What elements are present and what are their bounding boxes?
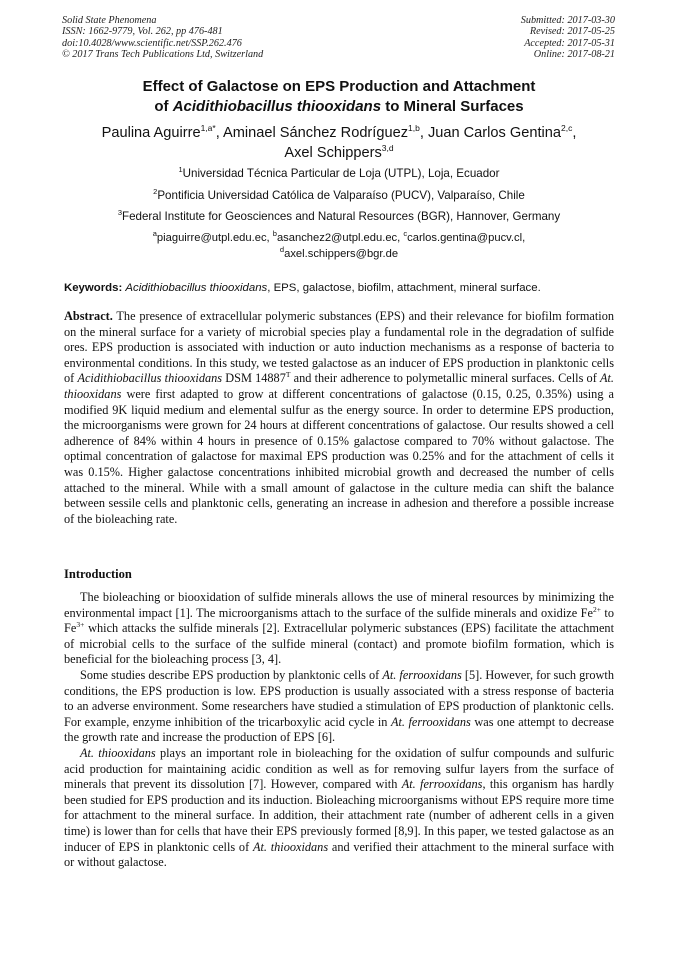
author-separator: , — [215, 125, 224, 141]
paragraph-text: [5]. However, for such growth conditions, the EPS production is low. EPS production is usually associated with a stress response of bacteria to an adverse environment. Some researchers have studied a stimulation of EPS production of planktonic cells. For example, enzyme inhibition of the tricarboxylic acid cycle in — [64, 667, 614, 729]
paragraph-text: , this organism has hardly been studied for EPS production and its induction. Bioleaching microorganisms without EPS require more time for attachment to the mineral surface. In addition, their attachment rate (number of adherent cells in a given time) is lower than for cells that have their EPS previously formed [8,9]. In this paper, we tested galactose as an inducer of EPS in planktonic cells of — [64, 777, 614, 854]
organism-name: At. ferrooxidans — [390, 714, 471, 729]
journal-name: Solid State Phenomena — [62, 15, 157, 26]
author-affiliation-mark: 1,b — [408, 123, 420, 133]
author-name: Axel Schippers — [284, 145, 382, 161]
keyword-organism: Acidithiobacillus thiooxidans — [125, 282, 268, 294]
date-revised: Revised: 2017-05-25 — [529, 26, 615, 38]
abstract-text: and their adherence to polymetallic mineral surfaces. Cells of — [290, 371, 600, 386]
abstract — [64, 309, 614, 527]
affiliation-mark: 1 — [178, 165, 183, 174]
title-line-2 — [40, 97, 638, 117]
organism-name: Acidithiobacillus thiooxidans — [77, 371, 223, 386]
email-line-2 — [30, 246, 648, 262]
author-affiliation-mark: 3,d — [381, 143, 394, 153]
abstract-text: The presence of extracellular polymeric substances (EPS) and their relevance for biofilm formation on the mineral surface for a variety of microbial species play a fundamental role in the degradation of sulfide ores. EPS production is associated with induction or auto induction mechanisms as a response of bacteria to environmental conditions. In this study, we tested galactose as an inducer of EPS production in planktonic cells of — [64, 309, 614, 386]
organism-name: At. thiooxidans — [80, 745, 156, 760]
affiliation-mark: 3 — [117, 208, 122, 217]
ion-charge: 3+ — [76, 620, 85, 630]
email-mark: d — [279, 245, 285, 254]
abstract-text: were first adapted to grow at different concentrations of galactose (0.15, 0.25, 0.35%) using a modified 9K liquid medium and elemental sulfur as the energy source. In order to determine EPS production, the microorganisms were grown for 24 hours at different concentrations of galactose. Our results showed a cell adherence of 84% within 4 hours in presence of 0.15% galactose compared to 70% without galactose. The optimal concentration of galactose for maximal EPS production was 0.25% and for the attachment of cells it was 0.15%. Higher galactose concentrations inhibited microbial growth and decreased the number of cells attached to the mineral. While with a small amount of galactose in the culture media can shift the balance between sessile cells and planktonic cells, generating an increase in adhesion and therefore a possible increase of the bioleaching rate. — [64, 386, 614, 526]
author-name: Juan Carlos Gentina — [427, 125, 561, 141]
author-separator: , — [419, 125, 428, 141]
author-list — [40, 123, 638, 163]
author-affiliation-mark: 2,c — [560, 123, 573, 133]
affiliation-text: Universidad Técnica Particular de Loja (UTPL), Loja, Ecuador — [182, 167, 500, 180]
journal-info — [62, 15, 263, 61]
submission-dates — [521, 15, 615, 61]
ion-charge: 2+ — [592, 604, 601, 614]
paragraph-text: to Fe — [64, 605, 614, 636]
author-name: Aminael Sánchez Rodríguez — [223, 125, 408, 141]
paragraph-text: plays an important role in bioleaching for the oxidation of sulfur compounds and sulfuric acid production for maintaining acidic condition as well as for removing sulfur layers from the surface of minerals that prevent its dissolution [7]. However, compared with — [64, 745, 614, 792]
keyword-list: , EPS, galactose, biofilm, attachment, mineral surface. — [267, 282, 541, 294]
affiliation-text: Pontificia Universidad Católica de Valparaíso (PUCV), Valparaíso, Chile — [157, 189, 525, 202]
email-link[interactable]: axel.schippers@bgr.de — [284, 248, 399, 260]
email-mark: c — [403, 229, 408, 238]
title-text: to Mineral Surfaces — [381, 98, 524, 115]
paragraph-text: Some studies describe EPS production by planktonic cells of — [80, 667, 383, 682]
strain-type-mark: T — [285, 370, 291, 380]
author-affiliation-mark: 1,a* — [200, 123, 216, 133]
intro-paragraph-3 — [64, 746, 614, 871]
paragraph-text: and verified their attachment to the mineral surface with or without galactose. — [64, 839, 615, 870]
email-mark: b — [272, 229, 277, 238]
organism-name: At. thiooxidans — [252, 839, 329, 854]
introduction-body — [64, 590, 614, 871]
email-separator: , — [266, 232, 273, 244]
abstract-label: Abstract. — [64, 309, 113, 323]
affiliation-1 — [30, 167, 648, 181]
title-text: of — [154, 98, 173, 115]
journal-doi: doi:10.4028/www.scientific.net/SSP.262.476 — [62, 37, 242, 49]
email-separator: , — [397, 232, 404, 244]
affiliation-text: Federal Institute for Geosciences and Natural Resources (BGR), Hannover, Germany — [121, 210, 561, 223]
date-online: Online: 2017-08-21 — [533, 49, 615, 61]
title-line-1: Effect of Galactose on EPS Production and Attachment — [142, 78, 536, 95]
author-emails — [30, 230, 648, 262]
journal-issn: ISSN: 1662-9779, Vol. 262, pp 476-481 — [62, 26, 223, 38]
introduction-heading: Introduction — [64, 567, 132, 581]
author-name: Paulina Aguirre — [101, 125, 201, 141]
email-link[interactable]: piaguirre@utpl.edu.ec — [156, 232, 267, 244]
intro-paragraph-2 — [64, 668, 614, 746]
paragraph-text: The bioleaching or biooxidation of sulfide minerals allows the use of mineral resources by minimizing the environmental impact [1]. The microorganisms attach to the surface of the sulfide minerals and oxidize Fe — [64, 590, 614, 620]
email-link[interactable]: asanchez2@utpl.edu.ec — [276, 232, 398, 244]
email-line-1 — [30, 230, 648, 246]
author-separator: , — [572, 125, 577, 141]
paper-title — [40, 77, 638, 117]
title-organism: Acidithiobacillus thiooxidans — [172, 98, 382, 115]
organism-name: At. thiooxidans — [64, 371, 615, 401]
abstract-text: DSM 14887 — [222, 371, 286, 386]
keywords — [64, 281, 624, 295]
abstract-paragraph — [64, 309, 614, 527]
email-link[interactable]: carlos.gentina@pucv.cl — [407, 232, 523, 244]
email-separator: , — [522, 232, 526, 244]
keywords-label: Keywords: — [64, 282, 123, 294]
affiliation-mark: 2 — [153, 187, 158, 196]
paragraph-text: was one attempt to decrease the growth rate and increase the production of EPS [6]. — [64, 714, 615, 745]
date-accepted: Accepted: 2017-05-31 — [524, 37, 615, 49]
intro-paragraph-1 — [64, 590, 614, 668]
author-line-1 — [40, 123, 638, 143]
organism-name: At. ferrooxidans — [401, 777, 483, 792]
date-submitted: Submitted: 2017-03-30 — [520, 15, 615, 26]
affiliation-3 — [30, 210, 648, 224]
paragraph-text: which attacks the sulfide minerals [2]. Extracellular polymeric substances (EPS) facilitate the attachment of microbial cells to the surface of the sulfide mineral (contact) and promote biofilm formation, which is beneficial for the bioleaching process [3, 4]. — [64, 621, 614, 667]
organism-name: At. ferrooxidans — [382, 667, 462, 682]
affiliation-2 — [30, 189, 648, 203]
journal-copyright: © 2017 Trans Tech Publications Ltd, Switzerland — [62, 49, 264, 61]
author-line-2 — [40, 143, 638, 163]
email-mark: a — [152, 229, 157, 238]
